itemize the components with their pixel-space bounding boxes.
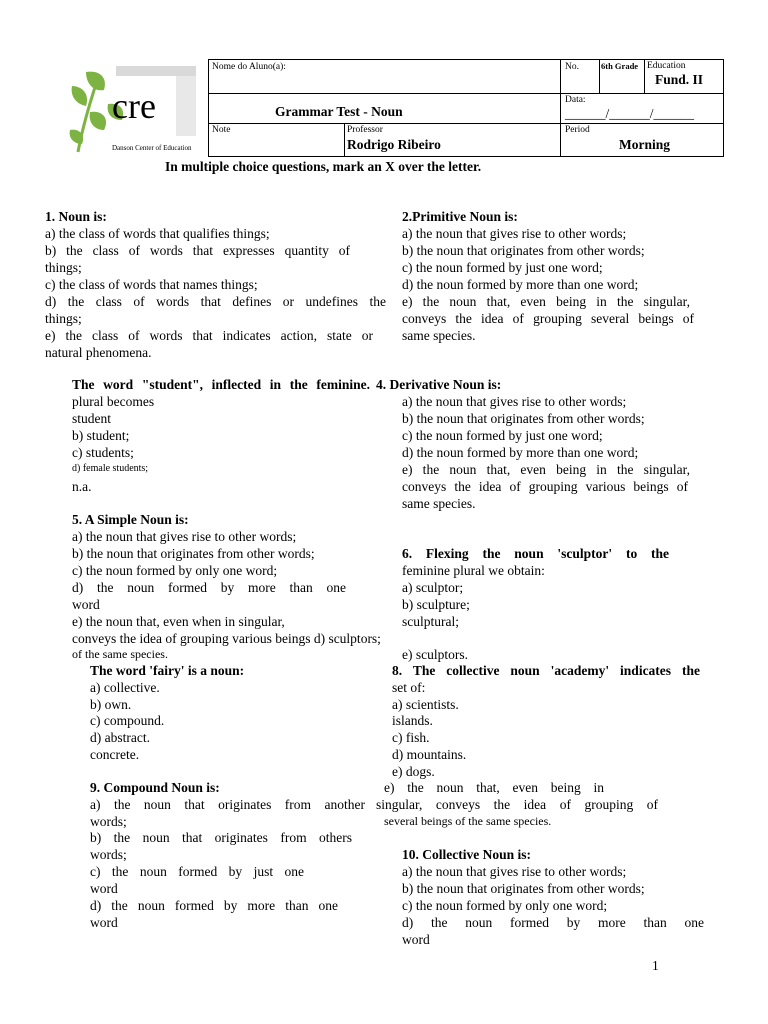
q3-line: plural becomes <box>72 394 155 409</box>
q1-option-c[interactable]: c) the class of words that names things; <box>45 277 258 292</box>
q4-title: 4. Derivative Noun is: <box>376 377 502 392</box>
header-table <box>208 59 724 157</box>
q4-option-b[interactable]: b) the noun that originates from other words; <box>402 411 645 426</box>
q5-option-e-end: of the same species. <box>72 647 168 661</box>
q9-option-b-cont: words; <box>90 847 127 862</box>
q8-option-e[interactable]: e) dogs. <box>392 764 435 779</box>
grade-label: 6th Grade <box>601 61 639 71</box>
instruction: In multiple choice questions, mark an X over the letter. <box>165 159 482 174</box>
professor-name: Rodrigo Ribeiro <box>347 137 441 152</box>
q6-option-a[interactable]: a) sculptor; <box>402 580 464 595</box>
q9-option-e[interactable]: e) the noun that, even being in <box>384 780 604 795</box>
q4-option-c[interactable]: c) the noun formed by just one word; <box>402 428 603 443</box>
q8-option-c[interactable]: c) fish. <box>392 730 430 745</box>
q6-option-b[interactable]: b) sculpture; <box>402 597 470 612</box>
q6-title: 6. Flexing the noun 'sculptor' to the <box>402 546 669 561</box>
q5-option-a[interactable]: a) the noun that gives rise to other words; <box>72 529 297 544</box>
q5-option-d[interactable]: d) the noun formed by more than one <box>72 580 346 595</box>
q10-option-d[interactable]: d) the noun formed by more than one <box>402 915 704 930</box>
q9-option-c[interactable]: c) the noun formed by just one <box>90 864 304 879</box>
q7-title: The word 'fairy' is a noun: <box>90 663 245 678</box>
q8-option-a[interactable]: a) scientists. <box>392 697 459 712</box>
q2-option-d[interactable]: d) the noun formed by more than one word; <box>402 277 639 292</box>
q10-option-b[interactable]: b) the noun that originates from other words; <box>402 881 645 896</box>
q5-option-d-cont: word <box>72 597 100 612</box>
q2-option-c[interactable]: c) the noun formed by just one word; <box>402 260 603 275</box>
q5-title: 5. A Simple Noun is: <box>72 512 189 527</box>
education-value: Fund. II <box>655 72 704 87</box>
student-name-label: Nome do Aluno(a): <box>212 62 286 72</box>
q3-title: The word "student", inflected in the feminine. <box>72 377 370 392</box>
q3-option-d[interactable]: d) female students; <box>72 463 149 474</box>
q5-option-b[interactable]: b) the noun that originates from other words; <box>72 546 315 561</box>
q3-option-c[interactable]: c) students; <box>72 445 134 460</box>
q7-option-d[interactable]: d) abstract. <box>90 730 150 745</box>
number-label: No. <box>565 62 579 72</box>
date-field[interactable]: ______/______/______ <box>565 106 695 121</box>
period-value: Morning <box>619 137 671 152</box>
q9-option-a[interactable]: a) the noun that originates from another <box>90 797 365 812</box>
q3-option-b[interactable]: b) student; <box>72 428 130 443</box>
q8-option-b[interactable]: islands. <box>392 713 433 728</box>
professor-label: Professor <box>347 125 383 135</box>
q2-option-e-cont: conveys the idea of grouping several beings of <box>402 311 694 326</box>
q9-option-d-cont: word <box>90 915 118 930</box>
q2-option-e-end: same species. <box>402 328 476 343</box>
q9-option-e-cont: singular, conveys the idea of grouping of <box>376 797 658 812</box>
q7-option-e[interactable]: concrete. <box>90 747 140 762</box>
q4-option-e-cont: conveys the idea of grouping various beings of <box>402 479 688 494</box>
q9-option-b[interactable]: b) the noun that originates from others <box>90 830 352 845</box>
q1-option-d-cont: things; <box>45 311 82 326</box>
q1-title: 1. Noun is: <box>45 209 107 224</box>
q8-option-d[interactable]: d) mountains. <box>392 747 467 762</box>
q9-option-e-end: several beings of the same species. <box>384 814 552 828</box>
q8-subtitle: set of: <box>392 680 426 695</box>
test-title: Grammar Test - Noun <box>275 104 403 119</box>
q5-option-e-cont: conveys the idea of grouping various beings d) sculptors; <box>72 631 381 646</box>
logo-caption: Danson Center of Education <box>112 144 192 152</box>
q3-option-a[interactable]: student <box>72 411 111 426</box>
page-number: 1 <box>652 958 659 973</box>
q9-option-a-cont: words; <box>90 814 127 829</box>
q7-option-a[interactable]: a) collective. <box>90 680 160 695</box>
q5-option-e[interactable]: e) the noun that, even when in singular, <box>72 614 285 629</box>
q4-option-e[interactable]: e) the noun that, even being in the singular, <box>402 462 690 477</box>
q8-title: 8. The collective noun 'academy' indicates the <box>392 663 700 678</box>
q1-option-b-cont: things; <box>45 260 82 275</box>
period-label: Period <box>565 125 590 135</box>
q9-option-d[interactable]: d) the noun formed by more than one <box>90 898 338 913</box>
q9-title: 9. Compound Noun is: <box>90 780 220 795</box>
q9-option-c-cont: word <box>90 881 118 896</box>
logo-text: cre <box>112 86 156 126</box>
q1-option-e[interactable]: e) the class of words that indicates action, state or <box>45 328 373 343</box>
q2-option-e[interactable]: e) the noun that, even being in the singular, <box>402 294 690 309</box>
q1-option-d[interactable]: d) the class of words that defines or undefines the <box>45 294 386 309</box>
q4-option-e-end: same species. <box>402 496 476 511</box>
q10-title: 10. Collective Noun is: <box>402 847 531 862</box>
q1-option-a[interactable]: a) the class of words that qualifies things; <box>45 226 270 241</box>
education-label: Education <box>647 61 686 71</box>
q4-option-d[interactable]: d) the noun formed by more than one word; <box>402 445 639 460</box>
q7-option-c[interactable]: c) compound. <box>90 713 165 728</box>
note-label: Note <box>212 125 231 135</box>
date-label: Data: <box>565 95 586 105</box>
q5-option-c[interactable]: c) the noun formed by only one word; <box>72 563 278 578</box>
q10-option-c[interactable]: c) the noun formed by only one word; <box>402 898 608 913</box>
q1-option-e-cont: natural phenomena. <box>45 345 152 360</box>
q6-subtitle: feminine plural we obtain: <box>402 563 545 578</box>
q6-option-e[interactable]: e) sculptors. <box>402 647 468 662</box>
q2-option-b[interactable]: b) the noun that originates from other words; <box>402 243 645 258</box>
q6-option-c[interactable]: sculptural; <box>402 614 459 629</box>
q2-title: 2.Primitive Noun is: <box>402 209 518 224</box>
q1-option-b[interactable]: b) the class of words that expresses quantity of <box>45 243 350 258</box>
q3-option-e[interactable]: n.a. <box>72 479 92 494</box>
school-logo <box>64 60 200 156</box>
q10-option-a[interactable]: a) the noun that gives rise to other words; <box>402 864 627 879</box>
q2-option-a[interactable]: a) the noun that gives rise to other words; <box>402 226 627 241</box>
q7-option-b[interactable]: b) own. <box>90 697 132 712</box>
q4-option-a[interactable]: a) the noun that gives rise to other words; <box>402 394 627 409</box>
q10-option-d-cont: word <box>402 932 430 947</box>
